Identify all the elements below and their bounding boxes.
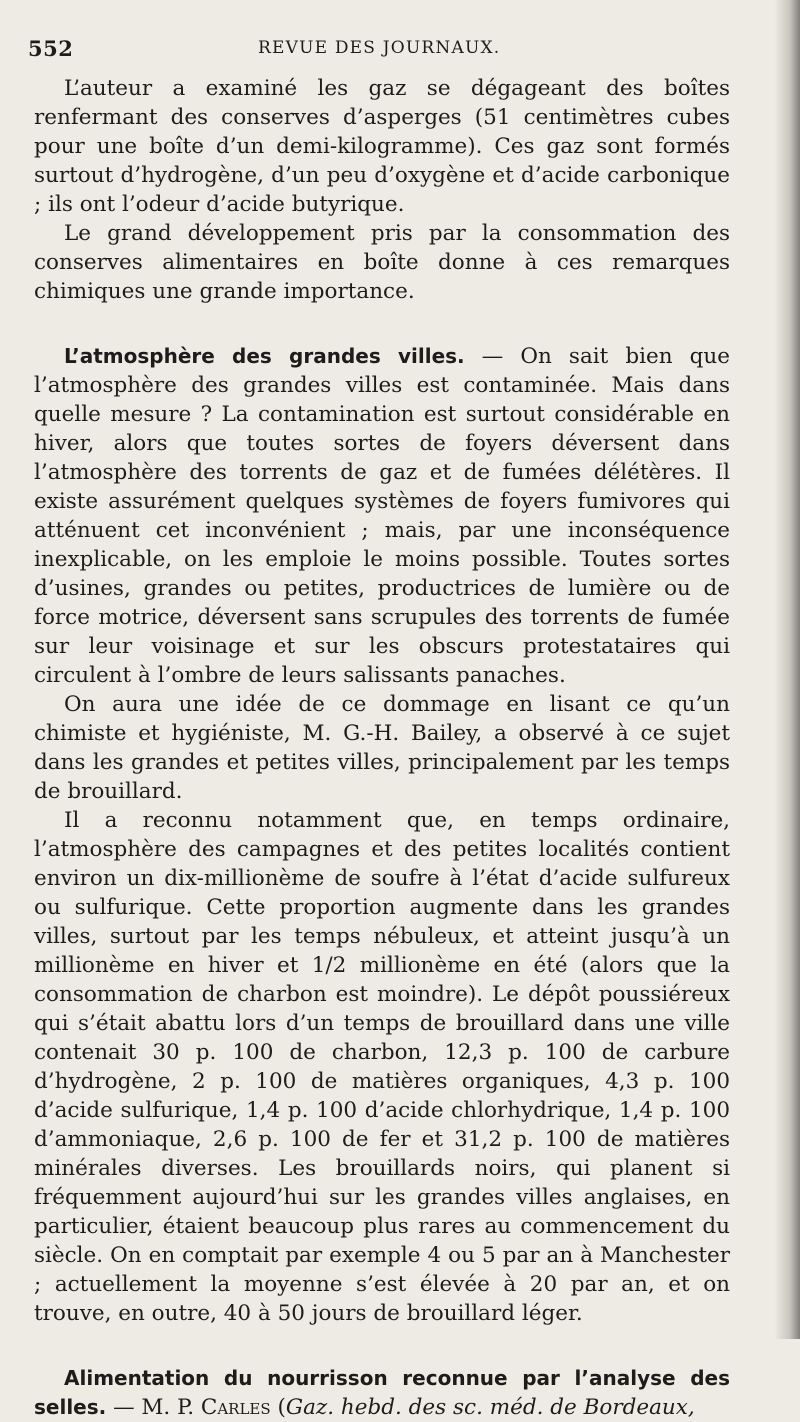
section-title-infant-feeding: Alimentation du nourrisson reconnue par l’analyse des selles. <box>34 1366 730 1419</box>
paragraph-city-atmosphere-body: — On sait bien que l’atmosphère des grandes villes est contaminée. Mais dans quelle mesure ? La contamination est surtout considérable en hiver, alors que toutes sortes de foyers déversent dans l’atmosphère des torrents de gaz et de fumées délétères. Il existe assurément quelques systèmes de foyers fumivores qui atténuent cet inconvénient ; mais, par une inconséquence inexplicable, on les emploie le moins possible. Toutes sortes d’usines, grandes ou petites, productrices de lumière ou de force motrice, déversent sans scrupules des torrents de fumée sur leur voisinage et sur les obscurs protestataires qui circulent à l’ombre de leurs salissants panaches. <box>34 344 731 688</box>
journal-citation: Gaz. hebd. des sc. méd. de Bordeaux, <box>285 1395 695 1420</box>
text-column <box>34 74 730 1422</box>
citation-open: ( <box>270 1395 286 1420</box>
paragraph-bailey-observation: On aura une idée de ce dommage en lisant ce qu’un chimiste et hygiéniste, M. G.-H. Bailey, a observé à ce sujet dans les grandes et petites villes, principalement par les temps de brouillard. <box>34 692 730 804</box>
paragraph-city-atmosphere <box>34 342 730 690</box>
running-head <box>28 36 728 66</box>
author-prefix: — M. P. <box>106 1395 201 1420</box>
paragraph-asparagus-gases: L’auteur a examiné les gaz se dégageant des boîtes renfermant des conserves d’asperges (51 centimètres cubes pour une boîte d’un demi-kilogramme). Ces gaz sont formés surtout d’hydrogène, d’un peu d’oxygène et d’acide carbonique ; ils ont l’odeur d’acide butyrique. <box>34 76 730 217</box>
section-gap <box>34 1328 730 1364</box>
page-number: 552 <box>28 36 74 61</box>
journal-title: REVUE DES JOURNAUX. <box>258 38 501 58</box>
paragraph-infant-feeding <box>34 1364 730 1422</box>
paragraph-sulfur-measurements: Il a reconnu notamment que, en temps ordinaire, l’atmosphère des campagnes et des petites localités contient environ un dix-millionème de soufre à l’état d’acide sulfureux ou sulfurique. Cette proportion augmente dans les grandes villes, surtout par les temps nébuleux, et atteint jusqu’à un millionème en hiver et 1/2 millionème en été (alors que la consommation de charbon est moindre). Le dépôt poussiéreux qui s’était abattu lors d’un temps de brouillard dans une ville contenait 30 p. 100 de charbon, 12,3 p. 100 de carbure d’hydrogène, 2 p. 100 de matières organiques, 4,3 p. 100 d’acide sulfurique, 1,4 p. 100 d’acide chlorhydrique, 1,4 p. 100 d’ammoniaque, 2,6 p. 100 de fer et 31,2 p. 100 de matières minérales diverses. Les brouillards noirs, qui planent si fréquemment aujourd’hui sur les grandes villes anglaises, en particulier, étaient beaucoup plus rares au commencement du siècle. On en comptait par exemple 4 ou 5 par an à Manchester ; actuellement la moyenne s’est élevée à 20 par an, et on trouve, en outre, 40 à 50 jours de brouillard léger. <box>34 808 730 1326</box>
section-gap <box>34 306 730 342</box>
paragraph-conserves-importance: Le grand développement pris par la consommation des conserves alimentaires en boîte donne à ces remarques chimiques une grande importance. <box>34 221 730 304</box>
page-edge-shadow <box>774 0 800 1339</box>
section-title-city-atmosphere: L’atmosphère des grandes villes. <box>64 344 465 368</box>
author-name: Carles <box>200 1395 271 1420</box>
